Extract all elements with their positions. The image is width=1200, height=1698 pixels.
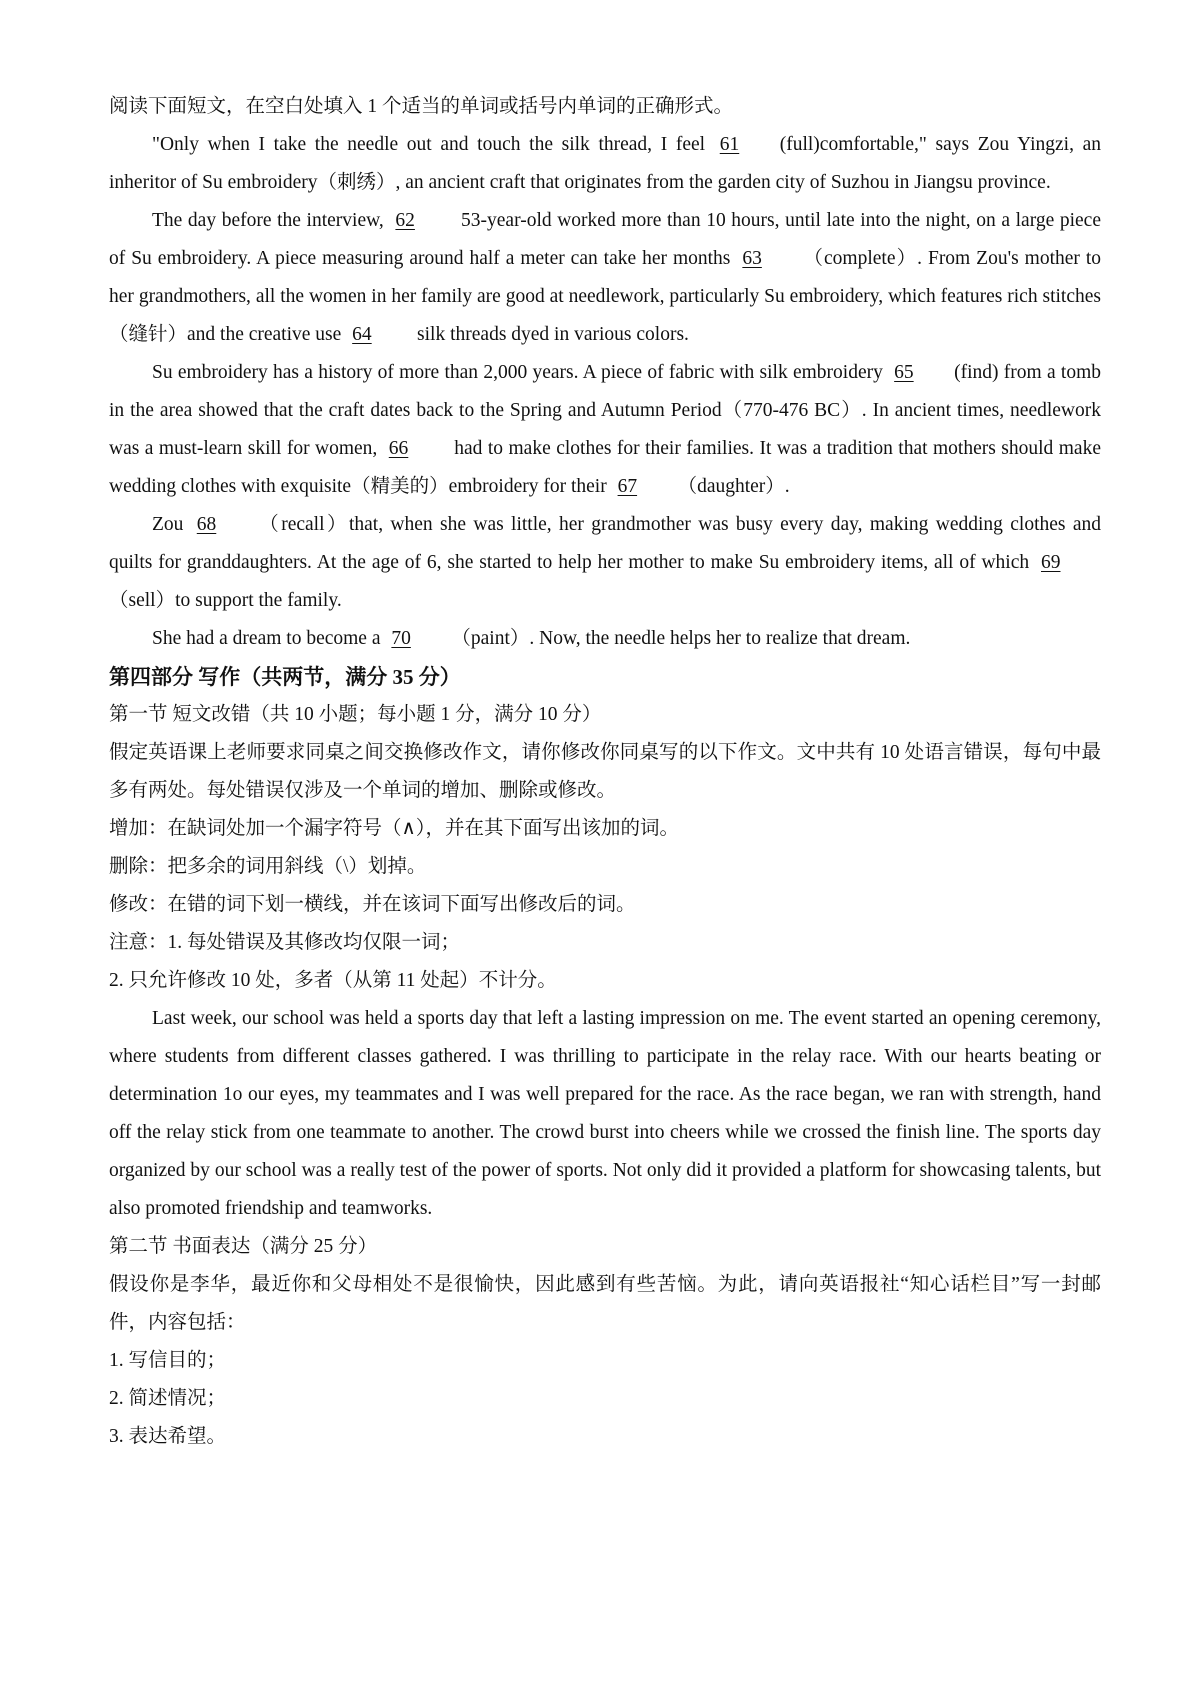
paragraph-text: （sell）to support the family. xyxy=(109,590,342,611)
paragraph-text: Last week, our school was held a sports day that left a lasting impression on me. The event started an opening ceremony, where students from different classes gathered. I was thrilling to participate in the relay race. With our hearts beating or determination 1o our eyes, my teammates and I was well prepared for the race. As the race began, we ran with strength, hand off the relay stick from one teammate to another. The crowd burst into cheers while we crossed the finish line. The sports day organized by our school was a really test of the power of sports. Not only did it provided a platform for showcasing talents, but also promoted friendship and teamworks. xyxy=(109,1008,1101,1219)
paragraph-text: 阅读下面短文，在空白处填入 1 个适当的单词或括号内单词的正确形式。 xyxy=(109,96,734,117)
paragraph-text: （paint）. Now, the needle helps her to realize that dream. xyxy=(451,628,911,649)
answer-blank: 65 xyxy=(894,362,914,383)
paragraph-text: （recall）that, when she was little, her grandmother was busy every day, making wedding clothes and quilts for granddaughters. At the age of 6, she started to help her mother to make Su embroidery items, all of which xyxy=(109,514,1101,573)
paragraph-text: Zou xyxy=(152,514,191,535)
paragraph-text: 第一节 短文改错（共 10 小题；每小题 1 分，满分 10 分） xyxy=(109,704,602,725)
paragraph-text: （daughter）. xyxy=(677,476,790,497)
paragraph-text: 2. 简述情况； xyxy=(109,1388,227,1409)
paragraph-text: (find) from a tomb in the area showed that the craft dates back to the Spring and Autumn Period（770-476 BC）. In ancient times, needlework was a must-learn skill for women, xyxy=(109,362,1101,459)
paragraph-text: 第四部分 写作（共两节，满分 35 分） xyxy=(109,665,461,689)
paragraph-text: 假设你是李华，最近你和父母相处不是很愉快，因此感到有些苦恼。为此，请向英语报社“知心话栏目”写一封邮件，内容包括： xyxy=(109,1274,1101,1333)
paragraph xyxy=(109,354,1101,506)
paragraph-text: 修改：在错的词下划一横线，并在该词下面写出修改后的词。 xyxy=(109,894,636,915)
answer-blank: 61 xyxy=(719,134,740,155)
paragraph xyxy=(109,810,1101,848)
paragraph-text: 53-year-old worked more than 10 hours, until late into the night, on a large piece of Su embroidery. A piece measuring around half a meter can take her months xyxy=(109,210,1101,269)
paragraph-text: 2. 只允许修改 10 处，多者（从第 11 处起）不计分。 xyxy=(109,970,557,991)
section-heading xyxy=(109,658,1101,696)
paragraph xyxy=(109,696,1101,734)
paragraph-text: 第二节 书面表达（满分 25 分） xyxy=(109,1236,378,1257)
paragraph-text: Su embroidery has a history of more than 2,000 years. A piece of fabric with silk embroidery xyxy=(152,362,889,383)
answer-blank: 62 xyxy=(395,210,415,231)
paragraph xyxy=(109,1266,1101,1342)
answer-blank: 70 xyxy=(391,628,411,649)
paragraph xyxy=(109,202,1101,354)
answer-blank: 63 xyxy=(742,248,762,269)
paragraph xyxy=(109,1418,1101,1456)
paragraph-text: 增加：在缺词处加一个漏字符号（∧），并在其下面写出该加的词。 xyxy=(109,818,680,839)
paragraph-text: (full)comfortable," says Zou Yingzi, an inheritor of Su embroidery（刺绣）, an ancient craft that originates from the garden city of Suzhou in Jiangsu province. xyxy=(109,134,1102,193)
paragraph xyxy=(109,1342,1101,1380)
paragraph-text: She had a dream to become a xyxy=(152,628,386,649)
answer-blank: 66 xyxy=(388,438,409,459)
paragraph-text: 1. 写信目的； xyxy=(109,1350,227,1371)
paragraph xyxy=(109,1000,1101,1228)
paragraph xyxy=(109,506,1101,620)
answer-blank: 67 xyxy=(617,476,638,497)
paragraph xyxy=(109,88,1101,126)
answer-blank: 64 xyxy=(352,324,372,345)
paragraph xyxy=(109,734,1101,810)
paragraph xyxy=(109,1380,1101,1418)
paragraph xyxy=(109,962,1101,1000)
exam-document xyxy=(109,88,1101,1456)
paragraph-text: had to make clothes for their families. It was a tradition that mothers should make wedding clothes with exquisite（精美的）embroidery for their xyxy=(109,438,1101,497)
paragraph xyxy=(109,924,1101,962)
paragraph-text: 注意：1. 每处错误及其修改均仅限一词； xyxy=(109,932,461,953)
paragraph xyxy=(109,1228,1101,1266)
paragraph-text: （complete）. From Zou's mother to her grandmothers, all the women in her family are good at needlework, particularly Su embroidery, which features rich stitches（缝针）and the creative use xyxy=(109,248,1102,345)
paragraph-text: 删除：把多余的词用斜线（\）划掉。 xyxy=(109,856,427,877)
paragraph xyxy=(109,886,1101,924)
paragraph xyxy=(109,126,1101,202)
paragraph-text: The day before the interview, xyxy=(152,210,390,231)
paragraph-text: silk threads dyed in various colors. xyxy=(412,324,689,345)
paragraph-text: "Only when I take the needle out and touch the silk thread, I feel xyxy=(152,134,714,155)
paragraph-text: 3. 表达希望。 xyxy=(109,1426,227,1447)
paragraph xyxy=(109,620,1101,658)
answer-blank: 69 xyxy=(1041,552,1061,573)
answer-blank: 68 xyxy=(196,514,217,535)
paragraph xyxy=(109,848,1101,886)
paragraph-text: 假定英语课上老师要求同桌之间交换修改作文，请你修改你同桌写的以下作文。文中共有 10 处语言错误，每句中最多有两处。每处错误仅涉及一个单词的增加、删除或修改。 xyxy=(109,742,1101,801)
